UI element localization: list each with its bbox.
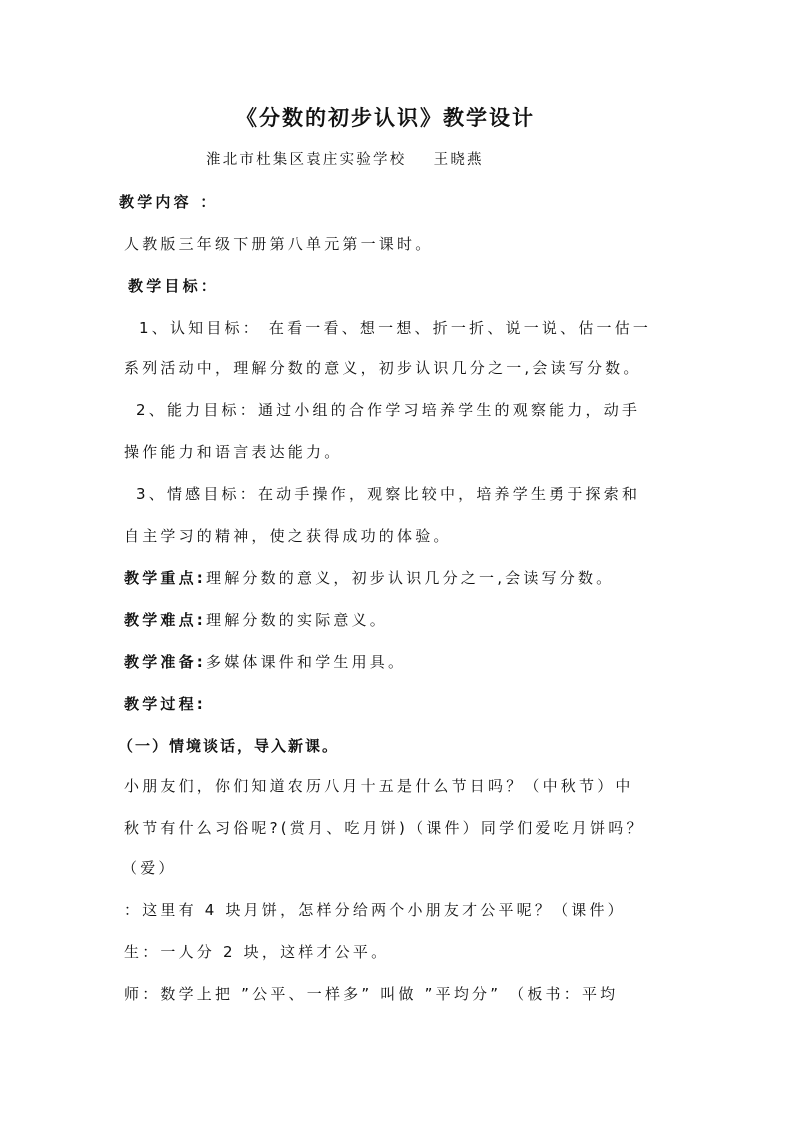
process-label: 教学过程: (124, 695, 206, 713)
paragraph1-line1: 小朋友们，你们知道农历八月十五是什么节日吗？（中秋节）中 (124, 777, 634, 795)
paragraph2: ：这里有 4 块月饼，怎样分给两个小朋友才公平呢？（课件） (124, 901, 626, 919)
preparation (124, 652, 406, 672)
prep-text: 多媒体课件和学生用具。 (206, 653, 407, 671)
goal3-line1: 3、情感目标：在动手操作，观察比较中，培养学生勇于探索和 (136, 485, 641, 503)
difficulty-label: 教学难点: (124, 611, 206, 629)
goal3-line2: 自主学习的精神，使之获得成功的体验。 (124, 527, 452, 545)
paragraph4: 师：数学上把 ”公平、一样多” 叫做 ”平均分” （板书：平均 (124, 985, 619, 1003)
goal2-line2: 操作能力和语言表达能力。 (124, 443, 343, 461)
key-point (124, 568, 614, 588)
prep-label: 教学准备: (124, 653, 206, 671)
goal2-line1: 2、能力目标：通过小组的合作学习培养学生的观察能力，动手 (136, 401, 641, 419)
document-title: 《分数的初步认识》教学设计 (236, 106, 535, 130)
difficulty-text: 理解分数的实际意义。 (206, 611, 389, 629)
key-label: 教学重点: (124, 569, 206, 587)
difficulty-point (124, 610, 388, 630)
goal1-line2: 系列活动中，理解分数的意义，初步认识几分之一,会读写分数。 (124, 359, 642, 377)
goals-label: 教学目标： (128, 277, 220, 295)
paragraph1-line2: 秋节有什么习俗呢?(赏月、吃月饼)（课件）同学们爱吃月饼吗？ (124, 819, 645, 837)
goal1-line1: 1、认知目标： 在看一看、想一想、折一折、说一说、估一估一 (139, 319, 652, 337)
author-line: 淮北市杜集区袁庄实验学校 王晓燕 (206, 152, 484, 168)
paragraph3: 生：一人分 2 块，这样才公平。 (124, 943, 390, 961)
paragraph1-line3: （爱） (122, 859, 177, 877)
content-label: 教学内容 ： (119, 193, 219, 211)
key-text: 理解分数的意义，初步认识几分之一,会读写分数。 (206, 569, 615, 587)
content-text: 人教版三年级下册第八单元第一课时。 (124, 235, 434, 253)
section1-heading: （一）情境谈话，导入新课。 (118, 737, 340, 755)
